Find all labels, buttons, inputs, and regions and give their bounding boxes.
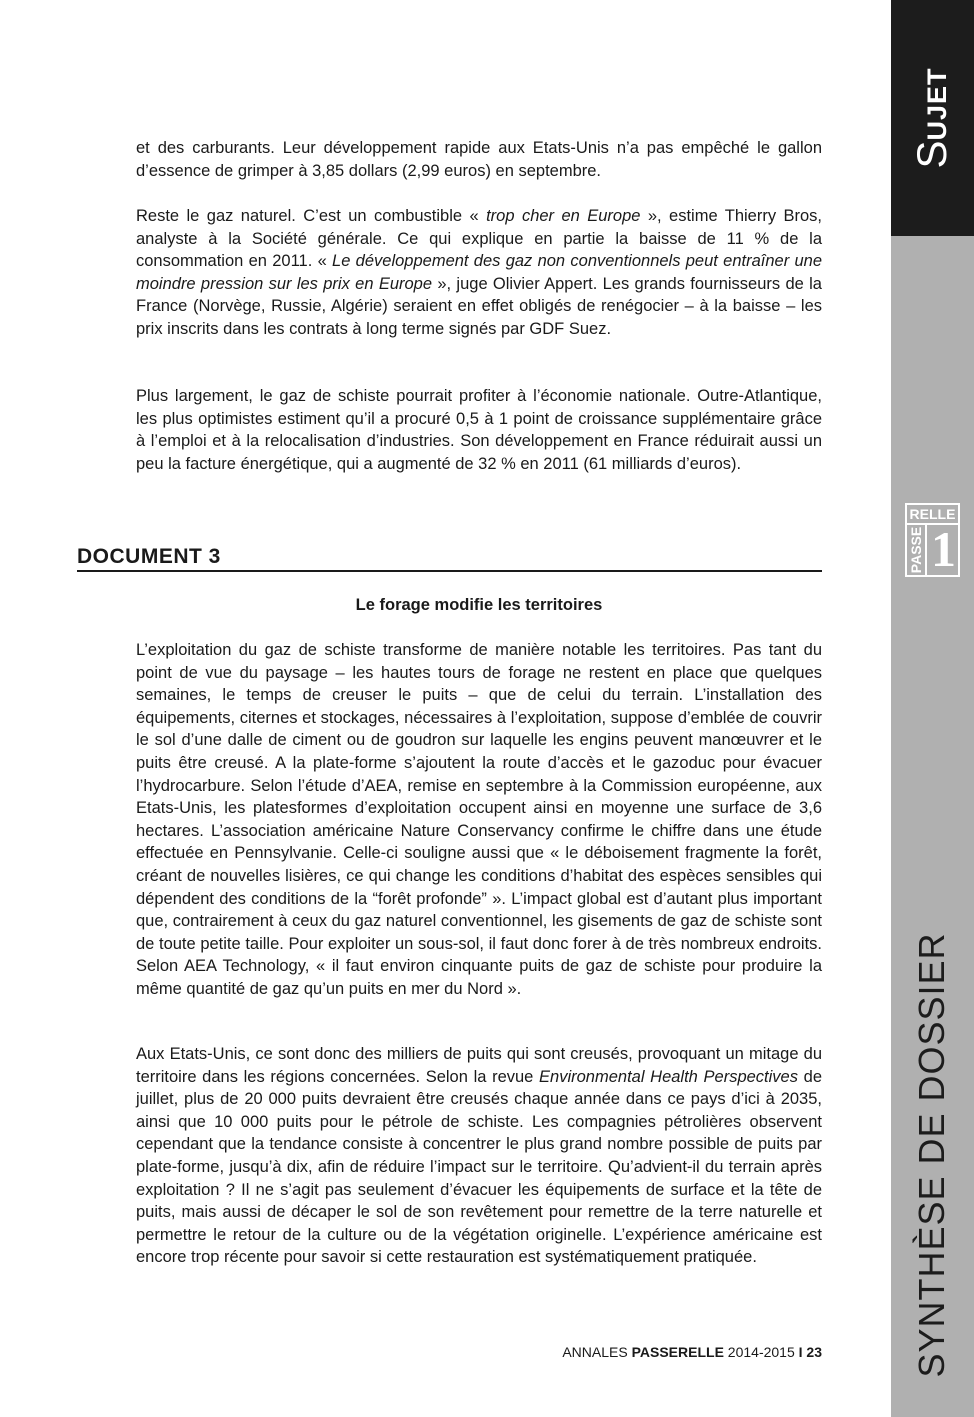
text-run: », juge Olivier Appert. Les grands fournisseurs de la France (Norvège, Russie, Algérie) seraient en effet obligés de renégocier – à la baisse – les prix inscrits dans les contrats à long terme signés par GDF Suez. [136,274,822,338]
quote-italic: Le développement des gaz non conventionnels peut entraîner une moindre pression sur les prix en Europe [136,252,823,293]
text-run: Reste le gaz naturel. C’est un combustible « [136,207,487,225]
section-label [908,67,956,168]
page-footer [480,1342,822,1362]
section-label-cap: S [908,140,955,169]
passerelle-logo [905,503,960,577]
logo-side-text: PASSE [908,526,924,574]
footer-annales: ANNALES [562,1344,632,1360]
footer-years: 2014-2015 [723,1344,799,1360]
footer-brand: PASSERELLE [631,1344,724,1360]
logo-number: 1 [931,521,956,577]
text-run: de juillet, plus de 20 000 puits devraient être creusés chaque année dans ce pays d’ici à 2035, ainsi que 10 000 puits pour le pétrole de schiste. Les compagnies pétrolières observent cependant que la tendance consiste à concentrer le plus grand nombre possible de puits par plate-forme, jusqu’à dix, afin de réduire l’impact sur le territoire. Qu’advient-il du terrain après exploitation ? Il ne s’agit pas seulement d’évacuer les équipements de surface et la tête de puits, mais aussi de décaper le sol de son revêtement pour remettre de la terre naturelle et permettre le retour de la culture ou de la végétation originelle. L’expérience américaine est encore trop récente pour savoir si cette restauration est systématiquement pratiquée. [136,1067,823,1267]
logo-top-text: RELLE [907,505,958,525]
footer-separator: I [798,1344,803,1360]
logo-side [907,525,927,575]
text-run: », estime Thierry Bros, analyste à la Société générale. Ce qui explique en partie la baisse de 11 % de la consommation en 2011. « [136,207,823,271]
text-run: Aux Etats-Unis, ce sont donc des milliers de puits qui sont creusés, provoquant un mitage du territoire dans les régions concernées. Selon la revue [136,1045,822,1086]
paragraph-economie: Plus largement, le gaz de schiste pourrait profiter à l’économie nationale. Outre-Atlantique, les plus optimistes estiment qu’il a procuré 0,5 à 1 point de croissance supplémentaire grâce à l’emploi et à la relocalisation d’industries. Son développement en France réduirait aussi un peu la facture énergétique, qui a augmenté de 32 % en 2011 (61 milliards d’euros). [136,387,822,473]
paragraph-gaz-naturel [136,205,822,341]
vertical-title: SYNTHÈSE DE DOSSIER [911,932,952,1378]
paragraph-carburants: et des carburants. Leur développement rapide aux Etats-Unis n’a pas empêché le gallon d’essence de grimper à 3,85 dollars (2,99 euros) en septembre. [136,139,822,180]
section-label-rest: UJET [922,67,952,141]
page-number: 23 [802,1344,822,1360]
journal-title-italic: Environmental Health Perspectives [539,1067,798,1086]
document-heading: DOCUMENT 3 [77,545,822,572]
paragraph-exploitation: L’exploitation du gaz de schiste transforme de manière notable les territoires. Pas tant du point de vue du paysage – les hautes tours de forage ne restent en place que quelques semaines, le temps de creuser le puits – que de celui du terrain. L’installation des équipements, citernes et stockages, nécessaires à l’exploitation, suppose d’emblée de couvrir le sol d’une dalle de ciment ou de goudron sur laquelle les engins peuvent manœuvrer et le puits être creusé. A la plate-forme s’ajoutent la route d’accès et le gazoduc pour évacuer l’hydrocarbure. Selon l’étude d’AEA, remise en septembre à la Commission européenne, aux Etats-Unis, les platesformes d’exploitation occupent ainsi en moyenne une surface de 3,6 hectares. L’association américaine Nature Conservancy confirme le chiffre dans une étude effectuée en Pennsylvanie. Celle-ci souligne aussi que « le déboisement fragmente la forêt, créant de nouvelles lisières, ce qui change les conditions d’habitat des espèces sensibles qui dépendent des conditions de la “forêt profonde” ». L’impact global est d’autant plus important que, contrairement à ceux du gaz naturel conventionnel, les gisements de gaz de schiste sont de toute petite taille. Pour exploiter un sous-sol, il faut donc forer à de très nombreux endroits. Selon AEA Technology, « il faut environ cinquante puits de gaz de schiste pour produire la même quantité de gaz qu’un puits en mer du Nord ». [136,641,822,998]
paragraph-etats-unis [136,1043,822,1269]
quote-italic: trop cher en Europe [486,207,641,225]
document-title: Le forage modifie les territoires [355,596,603,614]
